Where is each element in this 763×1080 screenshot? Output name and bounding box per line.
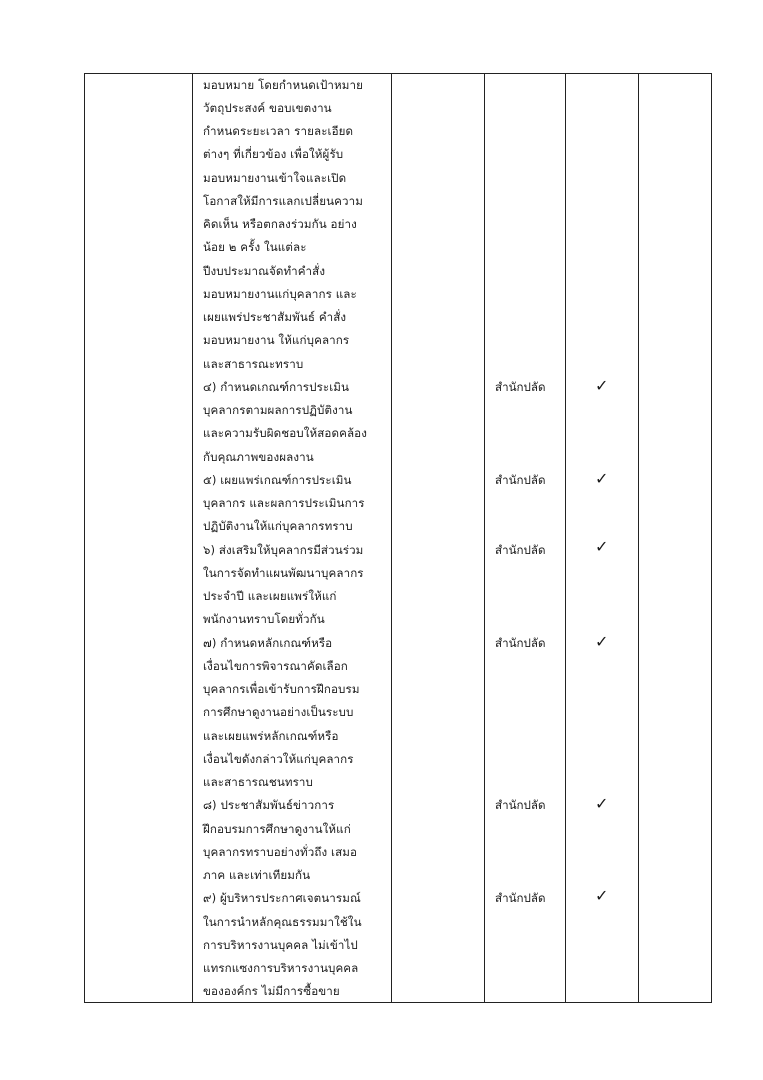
column-divider [565, 74, 566, 1002]
activity-text-line: การบริหารงานบุคคล ไม่เข้าไป [203, 938, 358, 952]
activity-text-line: วัตถุประสงค์ ขอบเขตงาน [203, 101, 332, 115]
activity-text-line: บุคลากรทราบอย่างทั่วถึง เสมอ [203, 845, 358, 859]
activity-text-line: ๗) กำหนดหลักเกณฑ์หรือ [203, 636, 333, 650]
checkmark-icon: ✓ [595, 632, 609, 651]
column-divider [192, 74, 193, 1002]
activity-text-line: ในการจัดทำแผนพัฒนาบุคลากร [203, 566, 364, 580]
activity-text-line: ๔) กำหนดเกณฑ์การประเมิน [203, 380, 350, 394]
checkmark-icon: ✓ [595, 376, 609, 395]
checkmark-icon: ✓ [595, 537, 609, 556]
activity-text-line: มอบหมายงานแก่บุคลากร และ [203, 287, 357, 301]
responsible-unit: สำนักปลัด [495, 473, 546, 487]
responsible-unit: สำนักปลัด [495, 798, 546, 812]
activity-text-line: พนักงานทราบโดยทั่วกัน [203, 612, 325, 626]
activity-text-line: ปฏิบัติงานให้แก่บุคลากรทราบ [203, 519, 353, 533]
activity-text-line: ขององค์กร ไม่มีการซื้อขาย [203, 984, 340, 998]
activity-text-line: การศึกษาดูงานอย่างเป็นระบบ [203, 705, 354, 719]
column-divider [638, 74, 639, 1002]
checkmark-icon: ✓ [595, 794, 609, 813]
activity-text-line: ๖) ส่งเสริมให้บุคลากรมีส่วนร่วม [203, 543, 364, 557]
activity-text-line: กับคุณภาพของผลงาน [203, 450, 314, 464]
activity-text-line: และความรับผิดชอบให้สอดคล้อง [203, 426, 367, 440]
activity-text-line: มอบหมายงาน ให้แก่บุคลากร [203, 333, 350, 347]
activity-text-line: ภาค และเท่าเทียมกัน [203, 868, 311, 882]
activity-text-line: กำหนดระยะเวลา รายละเอียด [203, 124, 354, 138]
activity-text-line: บุคลากรตามผลการปฏิบัติงาน [203, 403, 353, 417]
activity-text-line: ต่างๆ ที่เกี่ยวข้อง เพื่อให้ผู้รับ [203, 147, 344, 161]
activity-text-line: บุคลากรเพื่อเข้ารับการฝึกอบรม [203, 682, 360, 696]
activity-text-line: และเผยแพร่หลักเกณฑ์หรือ [203, 729, 339, 743]
activity-text-line: และสาธารณชนทราบ [203, 775, 313, 789]
responsible-unit: สำนักปลัด [495, 891, 546, 905]
activity-text-line: โอกาสให้มีการแลกเปลี่ยนความ [203, 194, 363, 208]
responsible-unit: สำนักปลัด [495, 380, 546, 394]
responsible-unit: สำนักปลัด [495, 636, 546, 650]
activity-text-line: มอบหมายงานเข้าใจและเปิด [203, 171, 347, 185]
column-divider [484, 74, 485, 1002]
activity-text-line: คิดเห็น หรือตกลงร่วมกัน อย่าง [203, 217, 357, 231]
activity-text-line: เงื่อนไขดังกล่าวให้แก่บุคลากร [203, 752, 354, 766]
activity-text-line: แทรกแซงการบริหารงานบุคคล [203, 961, 359, 975]
activity-text-line: ประจำปี และเผยแพร่ให้แก่ [203, 589, 337, 603]
activity-text-line: ฝึกอบรมการศึกษาดูงานให้แก่ [203, 822, 351, 836]
checkmark-icon: ✓ [595, 886, 609, 905]
activity-text-line: ๘) ประชาสัมพันธ์ข่าวการ [203, 798, 335, 812]
responsible-unit: สำนักปลัด [495, 543, 546, 557]
activity-text-line: เผยแพร่ประชาสัมพันธ์ คำสั่ง [203, 310, 347, 324]
activity-text-line: ๙) ผู้บริหารประกาศเจตนารมณ์ [203, 891, 361, 905]
activity-text-line: ในการนำหลักคุณธรรมมาใช้ใน [203, 915, 362, 929]
activity-text-line: ๕) เผยแพร่เกณฑ์การประเมิน [203, 473, 352, 487]
activity-text-line: ปีงบประมาณจัดทำคำสั่ง [203, 264, 326, 278]
table [84, 73, 712, 1003]
activity-text-line: และสาธารณะทราบ [203, 357, 304, 371]
activity-text-line: มอบหมาย โดยกำหนดเป้าหมาย [203, 78, 364, 92]
checkmark-icon: ✓ [595, 469, 609, 488]
activity-text-line: เงื่อนไขการพิจารณาคัดเลือก [203, 659, 348, 673]
activity-text-line: บุคลากร และผลการประเมินการ [203, 496, 365, 510]
column-divider [391, 74, 392, 1002]
activity-text-line: น้อย ๒ ครั้ง ในแต่ละ [203, 240, 307, 254]
